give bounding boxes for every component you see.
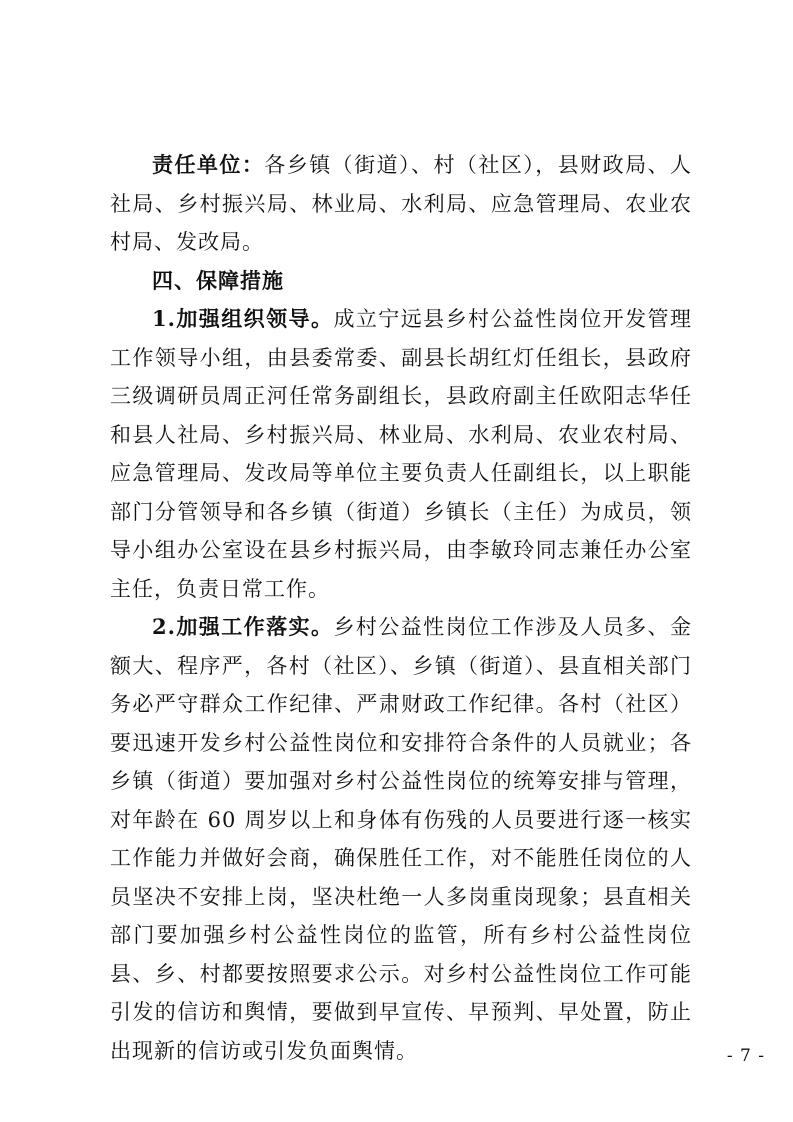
strengthen-leadership-text: 成立宁远县乡村公益性岗位开发管理工作领导小组，由县委常委、副县长胡红灯任组长，县政府三级调研员周正河任常务副组长，县政府副主任欧阳志华任和县人社局、乡村振兴局、林业局、水利局、农业农村局、应急管理局、发改局等单位主要负责人任副组长，以上职能部门分管领导和各乡镇（街道）乡镇长（主任）为成员，领导小组办公室设在县乡村振兴局，由李敏玲同志兼任办公室主任，负责日常工作。: [110, 307, 692, 601]
strengthen-implementation-text: 乡村公益性岗位工作涉及人员多、金额大、程序严，各村（社区）、乡镇（街道）、县直相关部门务必严守群众工作纪律、严肃财政工作纪律。各村（社区）要迅速开发乡村公益性岗位和安排符合条件的人员就业；各乡镇（街道）要加强对乡村公益性岗位的统筹安排与管理，对年龄在 60 周岁以上和身体有伤残的人员要进行逐一核实工作能力并做好会商，确保胜任工作，对不能胜任岗位的人员坚决不安排上岗，坚决杜绝一人多岗重岗现象；县直相关部门要加强乡村公益性岗位的监管，所有乡村公益性岗位县、乡、村都要按照要求公示。对乡村公益性岗位工作可能引发的信访和舆情，要做到早宣传、早预判、早处置，防止出现新的信访或引发负面舆情。: [110, 615, 692, 1063]
responsible-units-label: 责任单位：: [152, 152, 265, 177]
paragraph-strengthen-implementation: [110, 608, 692, 1070]
responsible-units-text: 各乡镇（街道）、村（社区），县财政局、人社局、乡村振兴局、林业局、水利局、应急管理局、农业农村局、发改局。: [110, 153, 693, 254]
section-heading-safeguard-measures: 四、保障措施: [152, 267, 284, 293]
page-number: - 7 -: [726, 1046, 765, 1066]
paragraph-strengthen-leadership: [110, 300, 692, 608]
document-body: [110, 146, 692, 1070]
paragraph-responsible-units: [110, 146, 692, 262]
strengthen-implementation-label: 2.加强工作落实。: [152, 614, 334, 639]
strengthen-leadership-label: 1.加强组织领导。: [152, 306, 334, 331]
